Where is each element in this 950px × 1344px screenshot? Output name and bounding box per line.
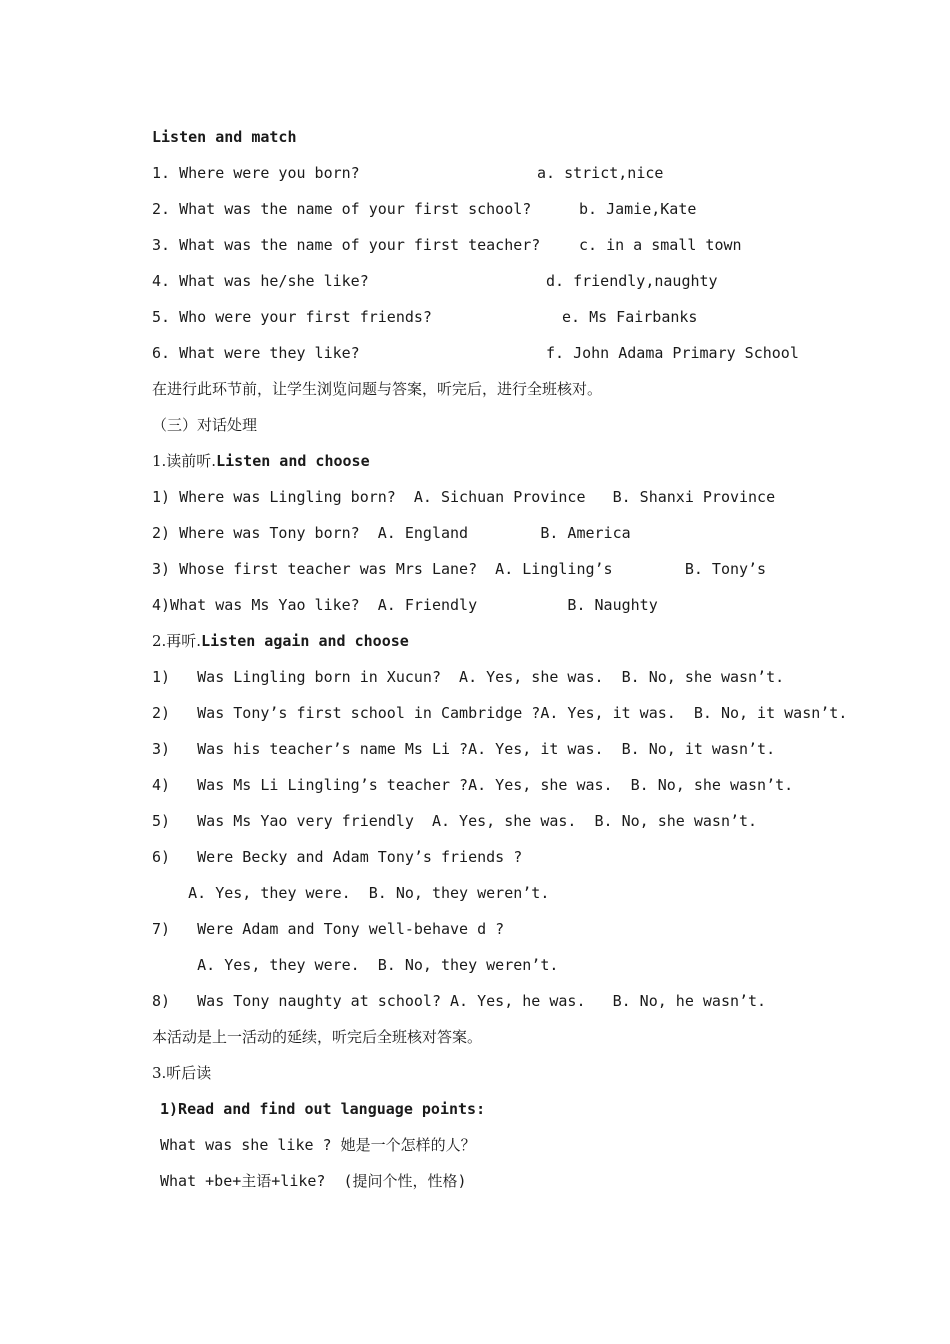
dialogue-heading: （三）对话处理	[152, 416, 258, 434]
match-answer: a. strict,nice	[537, 164, 664, 182]
match-question: 5. Who were your first friends?	[152, 308, 432, 326]
step2-item: 5) Was Ms Yao very friendly A. Yes, she was. B. No, she wasn’t.	[152, 812, 758, 830]
step2-heading	[152, 631, 409, 651]
step1-title: Listen and choose	[216, 452, 370, 470]
step2-item: 2) Was Tony’s first school in Cambridge ?A. Yes, it was. B. No, it wasn’t.	[152, 704, 848, 722]
match-question: 3. What was the name of your first teacher?	[152, 236, 541, 254]
match-question: 2. What was the name of your first school?	[152, 200, 532, 218]
step1-item: 4)What was Ms Yao like? A. Friendly B. Naughty	[152, 596, 658, 614]
step3-subheading: 1)Read and find out language points:	[160, 1100, 486, 1118]
match-question: 1. Where were you born?	[152, 164, 360, 182]
step2-item: A. Yes, they were. B. No, they weren’t.	[152, 884, 550, 902]
match-question: 6. What were they like?	[152, 344, 360, 362]
step1-item: 2) Where was Tony born? A. England B. America	[152, 524, 631, 542]
match-answer: c. in a small town	[579, 236, 742, 254]
step2-note: 本活动是上一活动的延续，听完后全班核对答案。	[152, 1028, 483, 1046]
step2-item: 6) Were Becky and Adam Tony’s friends ?	[152, 848, 523, 866]
step3-line: What +be+主语+like? (提问个性，性格)	[160, 1172, 467, 1190]
match-answer: d. friendly,naughty	[546, 272, 718, 290]
match-question: 4. What was he/she like?	[152, 272, 369, 290]
match-answer: e. Ms Fairbanks	[562, 308, 698, 326]
match-note: 在进行此环节前，让学生浏览问题与答案，听完后，进行全班核对。	[152, 380, 603, 398]
step2-item: 7) Were Adam and Tony well-behave d ?	[152, 920, 505, 938]
step2-item: A. Yes, they were. B. No, they weren’t.	[152, 956, 559, 974]
step2-item: 1) Was Lingling born in Xucun? A. Yes, she was. B. No, she wasn’t.	[152, 668, 785, 686]
step2-prefix: 2.再听.	[152, 632, 202, 650]
step2-item: 4) Was Ms Li Lingling’s teacher ?A. Yes, she was. B. No, she wasn’t.	[152, 776, 794, 794]
step2-item: 8) Was Tony naughty at school? A. Yes, he was. B. No, he wasn’t.	[152, 992, 767, 1010]
match-heading: Listen and match	[152, 128, 297, 146]
step2-title: Listen again and choose	[201, 632, 409, 650]
step1-prefix: 1.读前听.	[152, 452, 217, 470]
step2-item: 3) Was his teacher’s name Ms Li ?A. Yes, it was. B. No, it wasn’t.	[152, 740, 776, 758]
step1-item: 3) Whose first teacher was Mrs Lane? A. Lingling’s B. Tony’s	[152, 560, 767, 578]
match-answer: b. Jamie,Kate	[579, 200, 697, 218]
step1-item: 1) Where was Lingling born? A. Sichuan Province B. Shanxi Province	[152, 488, 776, 506]
step3-heading: 3.听后读	[152, 1064, 212, 1082]
match-answer: f. John Adama Primary School	[546, 344, 799, 362]
step3-line: What was she like ? 她是一个怎样的人？	[160, 1136, 476, 1154]
step1-heading	[152, 451, 370, 471]
